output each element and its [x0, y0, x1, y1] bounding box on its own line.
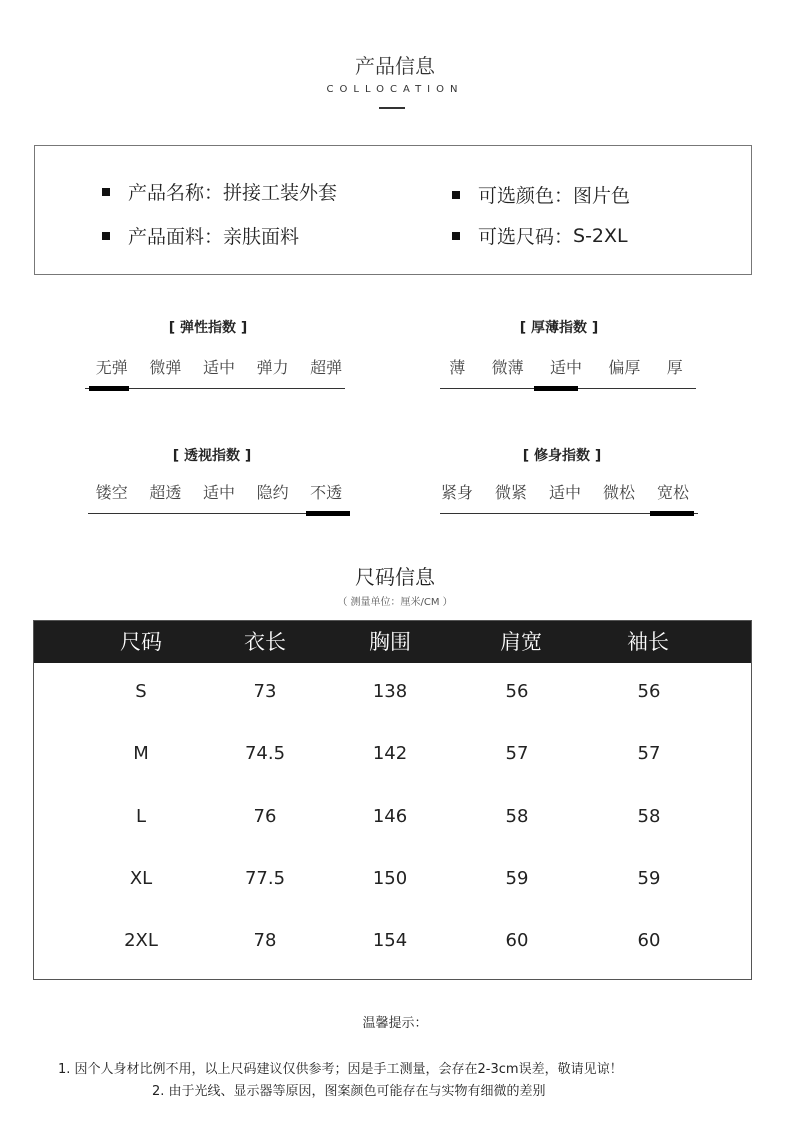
- table-cell: 58: [637, 806, 661, 827]
- table-cell: 59: [505, 868, 529, 889]
- bullet-icon: [452, 232, 460, 240]
- table-cell: 73: [253, 681, 277, 702]
- table-header: [34, 621, 751, 663]
- table-cell: S: [135, 681, 147, 702]
- table-cell: 146: [372, 806, 408, 827]
- option-label: 无弹: [95, 358, 128, 377]
- bullet-icon: [102, 232, 110, 240]
- info-label: 可选尺码：: [478, 226, 574, 248]
- option-label: 紧身: [440, 483, 473, 502]
- info-label: 产品名称：: [128, 182, 224, 204]
- table-cell: 154: [372, 930, 408, 951]
- size-info-title: 尺码信息: [355, 565, 435, 589]
- section-title: 产品信息: [355, 54, 435, 78]
- fit-index-options: [430, 480, 700, 503]
- info-value: 拼接工装外套: [223, 182, 338, 204]
- bullet-icon: [452, 191, 460, 199]
- index-marker: [89, 386, 129, 391]
- option-label: 微薄: [491, 358, 524, 377]
- index-marker: [534, 386, 578, 391]
- column-header: 胸围: [369, 630, 411, 654]
- option-label: 适中: [202, 358, 235, 377]
- option-label: 微弹: [149, 358, 182, 377]
- table-cell: 56: [637, 681, 661, 702]
- option-label: 隐约: [256, 483, 289, 502]
- column-header: 尺码: [120, 630, 162, 654]
- tip-line-2: 2. 由于光线、显示器等原因，图案颜色可能存在与实物有细微的差别: [152, 1084, 546, 1099]
- table-cell: 57: [637, 743, 661, 764]
- elasticity-index-options: [85, 355, 353, 378]
- table-cell: 76: [253, 806, 277, 827]
- table-cell: 138: [372, 681, 408, 702]
- option-label: 微紧: [494, 483, 527, 502]
- table-cell: 60: [505, 930, 529, 951]
- table-cell: 74.5: [244, 743, 286, 764]
- option-label: 适中: [549, 358, 582, 377]
- tip-line-1: 1. 因个人身材比例不用，以上尺码建议仅供参考；因是手工测量，会存在2-3cm误差，敬请见谅！: [58, 1062, 623, 1077]
- size-table: [33, 620, 752, 980]
- info-item-size: [452, 222, 628, 249]
- option-label: 弹力: [256, 358, 289, 377]
- bullet-icon: [102, 188, 110, 196]
- column-header: 肩宽: [500, 630, 542, 654]
- table-cell: 60: [637, 930, 661, 951]
- fit-index-title: [ 修身指数 ]: [522, 448, 602, 464]
- section-subtitle: COLLOCATION: [326, 84, 464, 95]
- transparency-index-title: [ 透视指数 ]: [172, 448, 252, 464]
- product-info-box: [34, 145, 752, 275]
- option-label: 宽松: [656, 483, 689, 502]
- table-cell: 77.5: [244, 868, 286, 889]
- option-label: 偏厚: [608, 358, 641, 377]
- tips-title: 温馨提示：: [362, 1016, 428, 1031]
- table-cell: 78: [253, 930, 277, 951]
- info-item-color: [452, 181, 630, 208]
- option-label: 厚: [666, 358, 683, 377]
- info-item-name: [102, 178, 337, 205]
- option-label: 适中: [202, 483, 235, 502]
- thickness-index-title: [ 厚薄指数 ]: [519, 320, 599, 336]
- table-cell: 2XL: [124, 930, 158, 951]
- table-cell: 142: [372, 743, 408, 764]
- table-cell: 58: [505, 806, 529, 827]
- title-divider: [379, 107, 405, 109]
- size-unit-note: （ 测量单位：厘米/CM ）: [337, 597, 453, 608]
- table-cell: 57: [505, 743, 529, 764]
- column-header: 袖长: [627, 630, 669, 654]
- option-label: 镂空: [95, 483, 128, 502]
- table-cell: 150: [372, 868, 408, 889]
- info-value: 图片色: [573, 185, 631, 207]
- option-label: 薄: [449, 358, 466, 377]
- option-label: 微松: [602, 483, 635, 502]
- index-marker: [306, 511, 350, 516]
- thickness-index-options: [436, 355, 696, 378]
- table-cell: 59: [637, 868, 661, 889]
- option-label: 超弹: [310, 358, 343, 377]
- table-cell: L: [135, 806, 147, 827]
- elasticity-index-title: [ 弹性指数 ]: [168, 320, 248, 336]
- table-cell: M: [133, 743, 149, 764]
- info-item-fabric: [102, 222, 299, 249]
- transparency-index-options: [85, 480, 353, 503]
- table-cell: XL: [129, 868, 153, 889]
- column-header: 衣长: [244, 630, 286, 654]
- index-marker: [650, 511, 694, 516]
- info-value: 亲肤面料: [223, 226, 300, 248]
- info-label: 可选颜色：: [478, 185, 574, 207]
- table-cell: 56: [505, 681, 529, 702]
- info-value: S-2XL: [573, 224, 628, 247]
- option-label: 适中: [548, 483, 581, 502]
- option-label: 不透: [310, 483, 343, 502]
- option-label: 超透: [149, 483, 182, 502]
- info-label: 产品面料：: [128, 226, 224, 248]
